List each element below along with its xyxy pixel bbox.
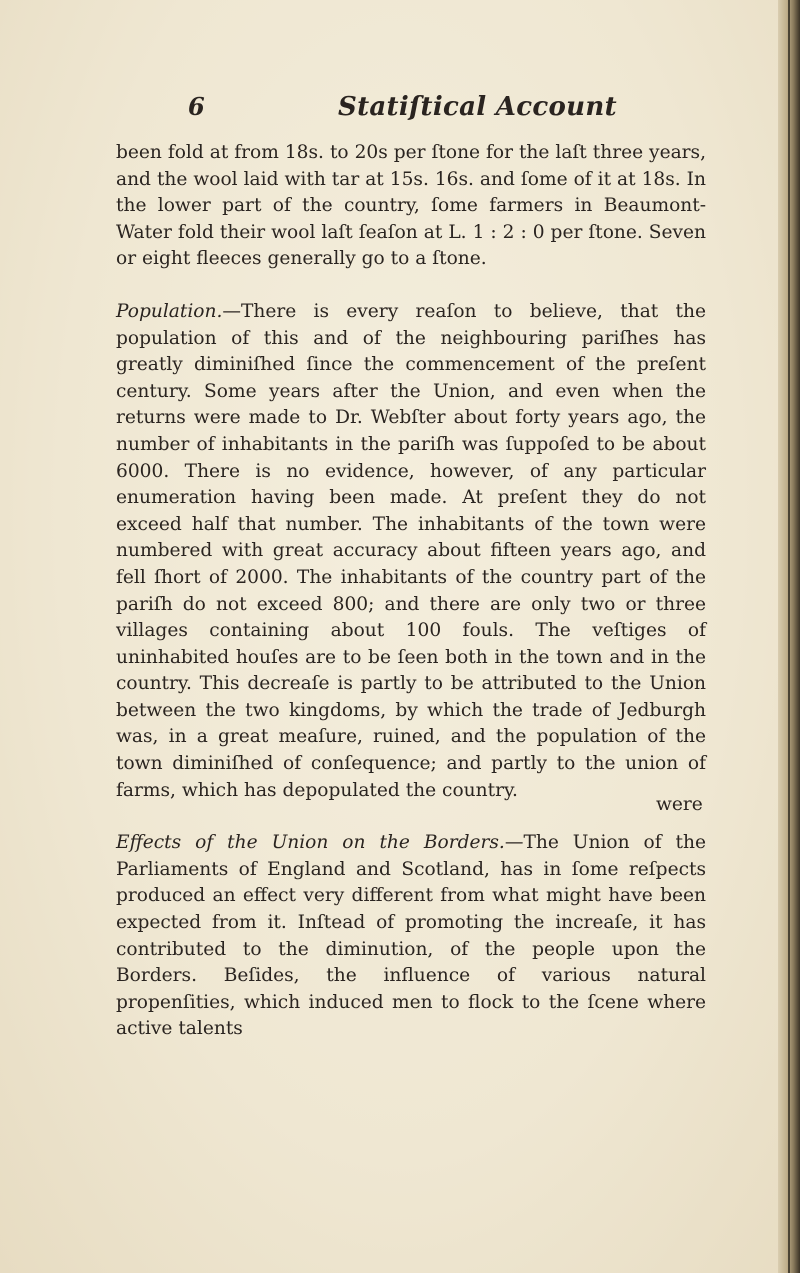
paragraph-heading: Effects of the Union on the Borders.	[116, 832, 505, 854]
paragraph-union-effects	[116, 830, 706, 1043]
binding-edge-line	[788, 0, 790, 1273]
body-text	[116, 140, 706, 1043]
paragraph-wool	[116, 140, 706, 273]
page-header	[188, 92, 748, 132]
paragraph-text: been fold at from 18s. to 20s per ſtone for the laſt three years, and the wool laid with tar at 15s. 16s. and ſome of it at 18s. In the lower part of the country, ſome farmers in Beaumont-Water fold their wool laſt ſeaſon at L. 1 : 2 : 0 per ſtone. Seven or eight fleeces generally go to a ſtone.	[116, 142, 706, 270]
paragraph-text: —The Union of the Parliaments of England and Scotland, has in ſome reſpects produced an effect very different from what might have been expected from it. Inſtead of promoting the increaſe, it has contributed to the diminution, of the people upon the Borders. Beſides, the influence of various natural propenſities, which induced men to flock to the ſcene where active talents	[116, 832, 707, 1040]
running-title: Statiſtical Account	[338, 92, 617, 122]
page-number: 6	[188, 92, 205, 121]
paragraph-population	[116, 299, 706, 804]
catchword: were	[656, 794, 703, 815]
paragraph-heading: Population.	[116, 300, 223, 322]
paragraph-text: —There is every reaſon to believe, that the population of this and of the neighbouring pariſhes has greatly diminiſhed ſince the commencement of the preſent century. Some years after the Union, and even when the returns were made to Dr. Webſter about forty years ago, the number of inhabitants in the pariſh was ſuppoſed to be about 6000. There is no evidence, however, of any particular enumeration having been made. At preſent they do not exceed half that number. The inhabitants of the town were numbered with great accuracy about fifteen years ago, and fell ſhort of 2000. The inhabitants of the country part of the pariſh do not exceed 800; and there are only two or three villages containing about 100 fouls. The veſtiges of uninhabited houſes are to be ſeen both in the town and in the country. This decreaſe is partly to be attributed to the Union between the two kingdoms, by which the trade of Jedburgh was, in a great meaſure, ruined, and the population of the town diminiſhed of conſequence; and partly to the union of farms, which has depopulated the country.	[116, 300, 706, 801]
